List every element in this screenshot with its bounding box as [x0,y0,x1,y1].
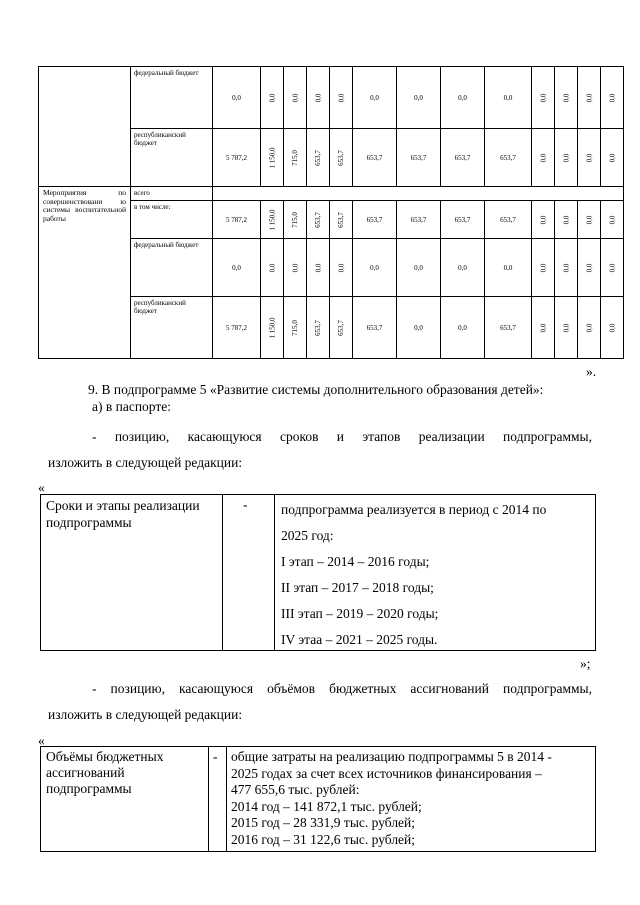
cell-value: 0,0 [539,93,547,102]
value-cell [555,297,578,359]
value-cell [330,239,353,297]
value-cell [213,201,261,239]
cell-value: 0,0 [370,93,379,102]
cell-value: 0,0 [608,323,616,332]
passport-line: подпрограмма реализуется в период с 2014 по [281,502,547,517]
cell-value: 0,0 [414,323,423,332]
empty-activity-cell [39,67,131,187]
value-cell [555,239,578,297]
cell-value: 0,0 [585,93,593,102]
cell-value: 1 150,0 [268,209,276,230]
paragraph-passport: а) в паспорте: [92,399,172,414]
budget-table [38,66,624,359]
value-cell [532,297,555,359]
source-cell: федеральный бюджет [131,67,213,129]
value-cell [601,297,624,359]
value-cell [441,297,485,359]
value-cell [578,201,601,239]
cell-value: 0,0 [585,263,593,272]
cell-value: 715,0 [291,149,299,166]
funding-label: Объёмы бюджетных ассигнований подпрограммы [46,749,164,796]
cell-value: 0,0 [503,263,513,272]
value-cell [555,129,578,187]
funding-dash: - [213,749,218,764]
value-cell [213,129,261,187]
passport-line: I этап – 2014 – 2016 годы; [281,554,430,569]
value-cell [284,239,307,297]
cell-value: 715,0 [291,211,299,228]
cell-value: 0,0 [337,263,345,272]
value-cell [601,201,624,239]
passport-line: IV этаа – 2021 – 2025 годы. [281,632,438,647]
value-cell [532,129,555,187]
value-cell [330,297,353,359]
value-cell [353,129,397,187]
passport-line: 2025 год: [281,528,334,543]
cell-value: 0,0 [314,263,322,272]
cell-value: 0,0 [608,93,616,102]
cell-value: 0,0 [608,215,616,224]
cell-value: 0,0 [414,93,423,102]
cell-value: 653,7 [500,215,516,224]
paragraph-terms-position: - позицию, касающуюся сроков и этапов реализации подпрограммы, [92,429,592,444]
value-cell [485,297,532,359]
close-quote-1: »; [580,656,591,671]
source-cell: в том числе: [131,201,213,239]
cell-value: 0,0 [608,153,616,162]
cell-value: 0,0 [337,93,345,102]
open-quote-1: « [38,480,45,495]
value-cell [261,67,284,129]
value-cell [307,201,330,239]
value-cell [601,239,624,297]
value-cell [397,239,441,297]
paragraph-subprogram-5: 9. В подпрограмме 5 «Развитие системы дополнительного образования детей»: [88,382,544,397]
cell-value: 653,7 [314,149,322,166]
cell-value: 653,7 [366,215,383,224]
cell-value: 653,7 [337,319,345,336]
value-cell [330,67,353,129]
cell-value: 0,0 [562,93,570,102]
value-cell [307,297,330,359]
value-cell [284,297,307,359]
value-cell [307,129,330,187]
open-quote-2: « [38,733,45,748]
cell-value: 0,0 [585,215,593,224]
source-cell: республиканский бюджет [131,129,213,187]
cell-value: 653,7 [454,153,471,162]
value-cell [485,67,532,129]
cell-value: 0,0 [458,323,467,332]
value-cell [353,297,397,359]
passport-line: 2015 год – 28 331,9 тыс. рублей; [231,815,416,830]
value-cell [441,239,485,297]
cell-value: 0,0 [232,93,241,102]
cell-value: 0,0 [458,93,467,102]
value-cell [485,239,532,297]
passport-line: III этап – 2019 – 2020 годы; [281,606,439,621]
passport-line: 2014 год – 141 872,1 тыс. рублей; [231,798,422,814]
cell-value: 0,0 [314,93,322,102]
value-cell [284,201,307,239]
cell-value: 0,0 [539,153,547,162]
value-cell [485,129,532,187]
cell-value: 1 150,0 [268,147,276,168]
cell-value: 653,7 [314,211,322,228]
value-cell [601,129,624,187]
value-cell [261,297,284,359]
terms-content [281,497,593,653]
cell-value: 0,0 [291,93,299,102]
cell-value: 0,0 [232,263,241,272]
cell-value: 0,0 [562,215,570,224]
value-cell [213,239,261,297]
cell-value: 0,0 [539,263,547,272]
value-cell [261,129,284,187]
value-cell [532,67,555,129]
source-cell: республиканский бюджет [131,297,213,359]
value-cell [353,67,397,129]
value-cell [330,129,353,187]
value-cell [284,67,307,129]
value-cell [555,201,578,239]
passport-line: 2016 год – 31 122,6 тыс. рублей; [231,831,416,847]
cell-value: 0,0 [503,93,513,102]
passport-line: II этап – 2017 – 2018 годы; [281,580,434,595]
value-cell [532,239,555,297]
cell-value: 0,0 [562,263,570,272]
cell-value: 0,0 [585,153,593,162]
value-cell [353,201,397,239]
value-cell [578,297,601,359]
cell-value: 0,0 [585,323,593,332]
passport-terms-table [40,494,596,651]
value-cell [261,201,284,239]
empty-values-cell [213,187,624,201]
cell-value: 5 787,2 [226,323,247,332]
cell-value: 653,7 [454,215,471,224]
value-cell [213,67,261,129]
table-closing-quote: ». [586,364,597,379]
source-cell: федеральный бюджет [131,239,213,297]
value-cell [397,297,441,359]
source-cell: всего [131,187,213,201]
value-cell [578,129,601,187]
paragraph-funding-edit: изложить в следующей редакции: [48,707,243,722]
cell-value: 653,7 [500,323,516,332]
terms-label: Сроки и этапы реализации подпрограммы [46,498,200,530]
paragraph-terms-edit: изложить в следующей редакции: [48,455,243,470]
value-cell [555,67,578,129]
value-cell [213,297,261,359]
cell-value: 653,7 [410,215,427,224]
cell-value: 653,7 [410,153,427,162]
value-cell [441,201,485,239]
value-cell [307,67,330,129]
cell-value: 5 787,2 [226,153,247,162]
cell-value: 653,7 [366,153,383,162]
value-cell [397,201,441,239]
cell-value: 0,0 [562,153,570,162]
cell-value: 715,0 [291,319,299,336]
value-cell [261,239,284,297]
passport-line: 477 655,6 тыс. рублей: [231,782,360,797]
value-cell [441,67,485,129]
cell-value: 0,0 [458,263,467,272]
cell-value: 653,7 [314,319,322,336]
value-cell [578,67,601,129]
cell-value: 653,7 [500,153,516,162]
cell-value: 0,0 [562,323,570,332]
cell-value: 0,0 [414,263,423,272]
paragraph-funding-position: - позицию, касающуюся объёмов бюджетных ассигнований подпрограммы, [92,681,592,696]
activity-cell: Мероприятия по совершенствовани ю системы воспитательной работы [39,187,131,359]
terms-dash: - [243,497,248,512]
table-row [39,187,624,201]
table-row [39,67,624,129]
value-cell [353,239,397,297]
cell-value: 5 787,2 [226,215,247,224]
cell-value: 653,7 [337,211,345,228]
cell-value: 0,0 [608,263,616,272]
value-cell [397,129,441,187]
passport-line: 2025 годах за счет всех источников финансирования – [231,765,542,781]
value-cell [532,201,555,239]
cell-value: 0,0 [539,323,547,332]
value-cell [330,201,353,239]
passport-line: общие затраты на реализацию подпрограммы 5 в 2014 - [231,749,552,764]
cell-value: 1 150,0 [268,317,276,338]
cell-value: 0,0 [539,215,547,224]
value-cell [578,239,601,297]
cell-value: 653,7 [337,149,345,166]
cell-value: 0,0 [370,263,379,272]
cell-value: 0,0 [268,263,276,272]
cell-value: 653,7 [366,323,383,332]
value-cell [601,67,624,129]
value-cell [284,129,307,187]
value-cell [485,201,532,239]
passport-funding-table [40,746,596,852]
funding-content [231,749,593,848]
value-cell [441,129,485,187]
cell-value: 0,0 [268,93,276,102]
value-cell [397,67,441,129]
value-cell [307,239,330,297]
cell-value: 0,0 [291,263,299,272]
